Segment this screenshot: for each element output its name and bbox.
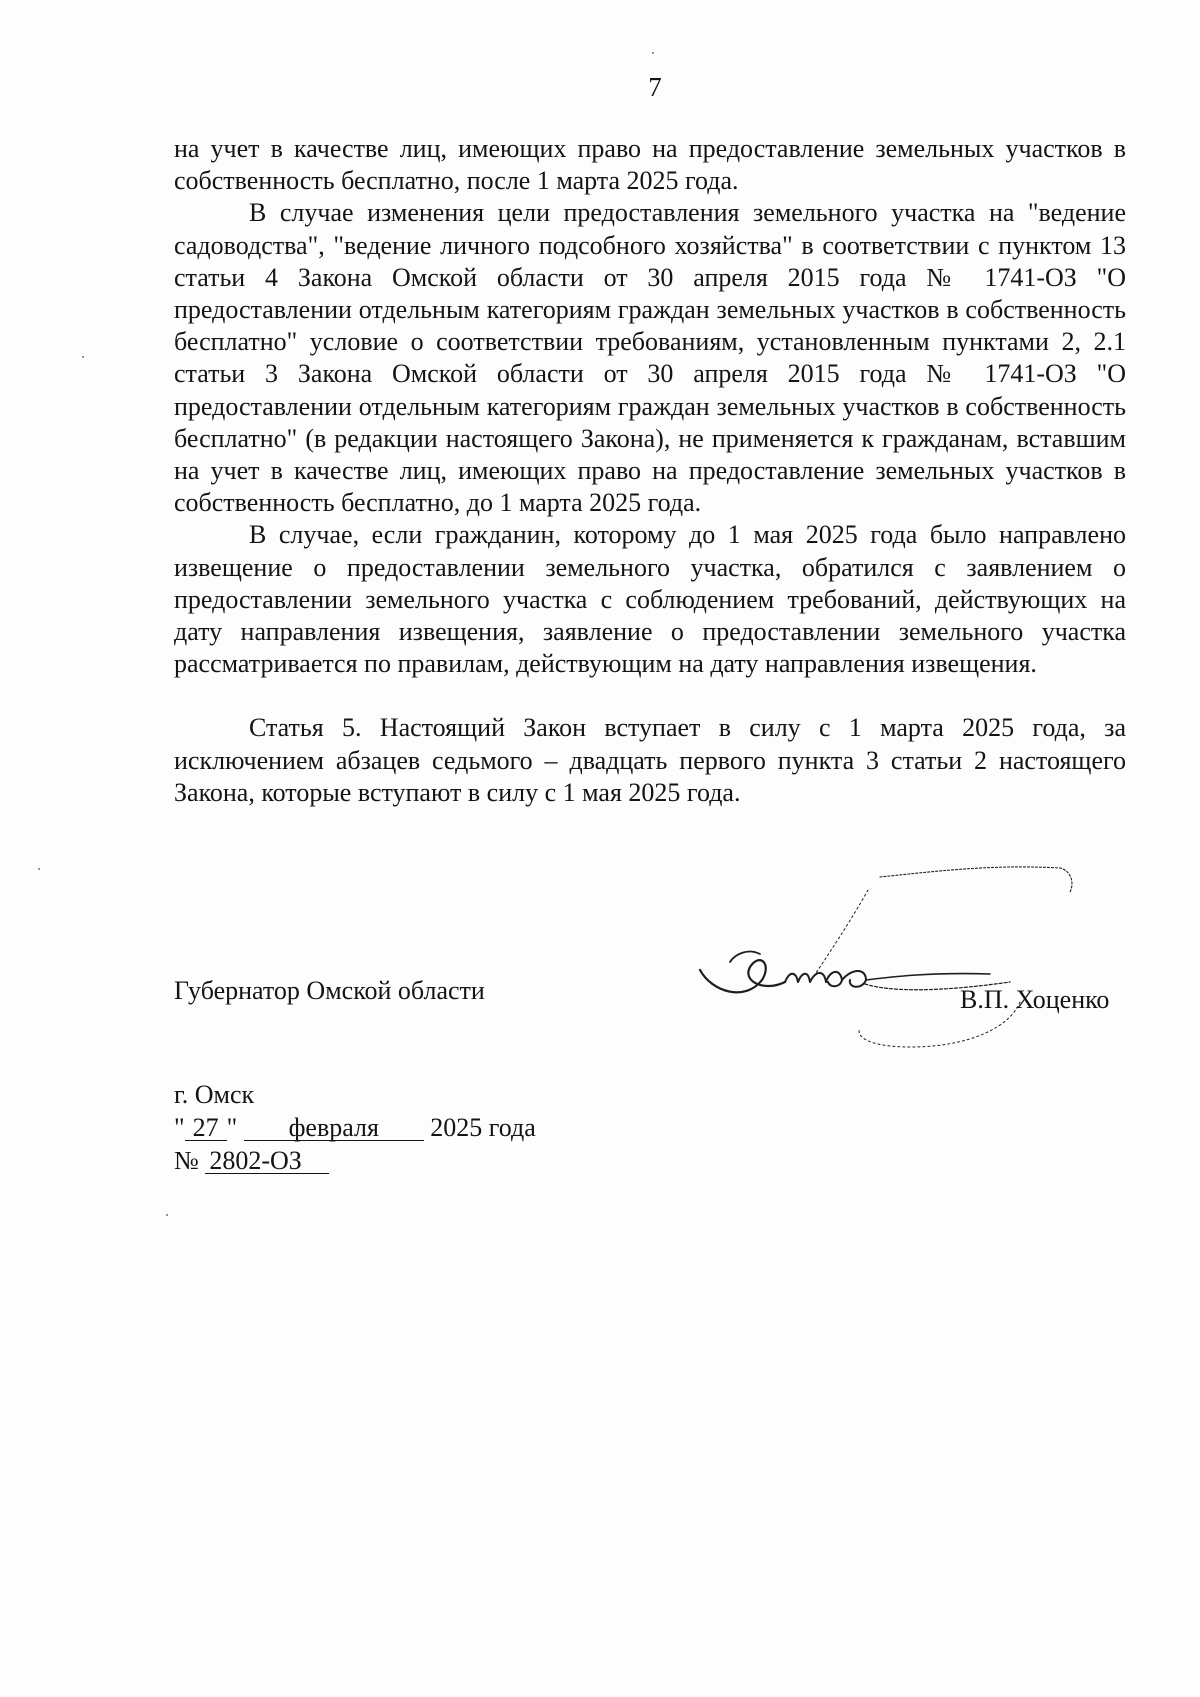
paragraph-purpose-change: В случае изменения цели предоставления земельного участка на "ведение садоводства", "ведение личного подсобного хозяйства" в соответствии с пунктом 13 статьи 4 Закона Омской области от 30 апреля 2015 года № 1741-ОЗ "О предоставлении отдельным категориям граждан земельных участков в собственность бесплатно" условие о соответствии требованиям, установленным пунктами 2, 2.1 статьи 3 Закона Омской области от 30 апреля 2015 года № 1741-ОЗ "О предоставлении отдельным категориям граждан земельных участков в собственность бесплатно" (в редакции настоящего Закона), не применяется к гражданам, вставшим на учет в качестве лиц, имеющих право на предоставление земельных участков в собственность бесплатно, до 1 марта 2025 года. [174, 198, 1126, 518]
date-line [174, 1111, 536, 1144]
governor-title: Губернатор Омской области [174, 976, 485, 1005]
governor-name: В.П. Хоценко [960, 985, 1110, 1014]
paragraph-continuation: на учет в качестве лиц, имеющих право на предоставление земельных участков в собственность бесплатно, после 1 марта 2025 года. [174, 134, 1126, 196]
date-year: 2025 года [430, 1113, 536, 1142]
law-number: 2802-ОЗ [205, 1149, 329, 1174]
law-number-line [174, 1144, 536, 1177]
scan-speck [38, 868, 40, 870]
place-date-block [174, 1078, 536, 1177]
document-body [174, 133, 1126, 809]
date-quote-close: " [226, 1113, 238, 1142]
number-sign: № [174, 1146, 199, 1175]
scan-speck [652, 52, 654, 54]
city-line: г. Омск [174, 1080, 255, 1109]
scan-speck [166, 1214, 168, 1216]
date-month: февраля [244, 1116, 424, 1141]
date-day: 27 [185, 1116, 227, 1141]
scan-speck [82, 356, 84, 358]
handwritten-signature [690, 842, 1110, 1082]
page-number: 7 [648, 72, 662, 102]
paragraph-notice: В случае, если гражданин, которому до 1 мая 2025 года было направлено извещение о предоставлении земельного участка, обратился с заявлением о предоставлении земельного участка с соблюдением требований, действующих на дату направления извещения, заявление о предоставлении земельного участка рассматривается по правилам, действующим на дату направления извещения. [174, 520, 1126, 679]
article-5: Статья 5. Настоящий Закон вступает в силу с 1 марта 2025 года, за исключением абзацев седьмого – двадцать первого пункта 3 статьи 2 настоящего Закона, которые вступают в силу с 1 мая 2025 года. [174, 713, 1126, 807]
date-quote-open: " [174, 1113, 185, 1142]
